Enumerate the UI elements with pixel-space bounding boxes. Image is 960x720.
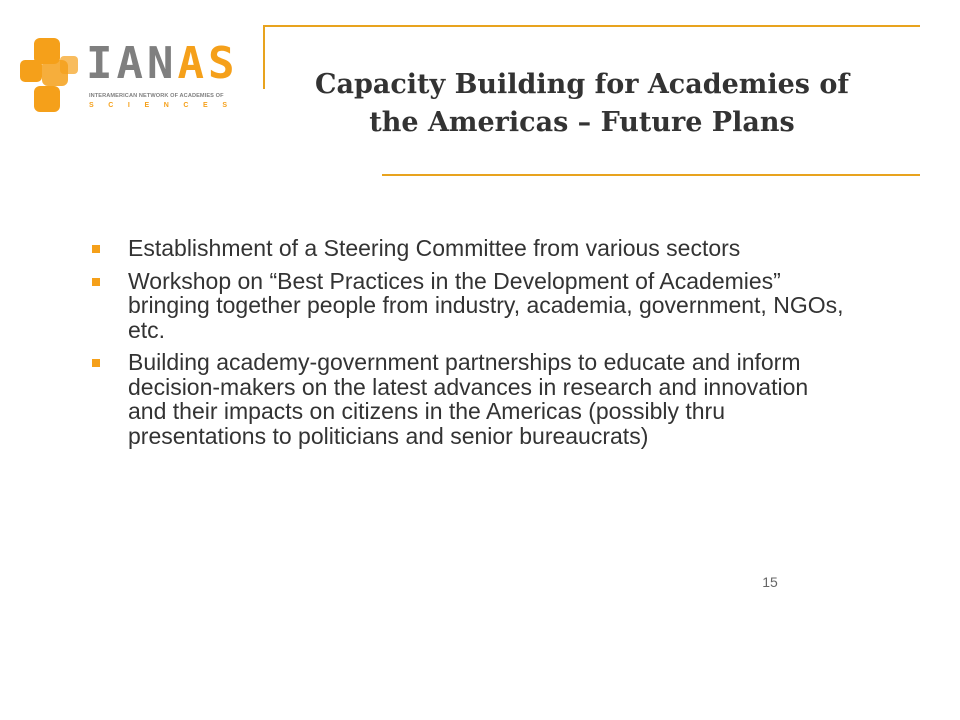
bullet-item <box>92 350 852 448</box>
left-rule <box>263 25 265 89</box>
bottom-rule <box>382 174 920 176</box>
ianas-logo <box>20 36 245 116</box>
bullet-item <box>92 236 852 261</box>
top-rule <box>265 25 920 27</box>
square-bullet-icon <box>92 245 100 253</box>
page-number: 15 <box>762 574 778 590</box>
logo-letter: I <box>86 38 117 89</box>
bullet-text: Building academy-government partnerships to educate and inform decision-makers on the latest advances in research and innovation and their impacts on citizens in the Americas (possibly thru presentations to politicians and senior bureaucrats) <box>128 349 809 449</box>
logo-letter: N <box>147 38 178 89</box>
bullet-item <box>92 269 852 343</box>
bullet-text: Workshop on “Best Practices in the Development of Academies” bringing together people from industry, academia, government, NGOs, etc. <box>128 267 844 343</box>
title-line-2: the Americas – Future Plans <box>369 107 795 138</box>
ianas-logo-mark-icon <box>20 36 82 116</box>
square-bullet-icon <box>92 359 100 367</box>
logo-sciences: SCIENCES <box>89 102 242 109</box>
slide-title <box>282 66 882 142</box>
logo-letter: A <box>177 38 208 89</box>
bullet-list <box>92 236 852 456</box>
logo-tagline: INTERAMERICAN NETWORK OF ACADEMIES OF <box>89 93 224 99</box>
logo-letter: S <box>208 38 239 89</box>
title-line-1: Capacity Building for Academies of <box>314 69 850 100</box>
logo-letter: A <box>116 38 147 89</box>
square-bullet-icon <box>92 278 100 286</box>
logo-wordmark <box>86 40 239 88</box>
bullet-text: Establishment of a Steering Committee from various sectors <box>128 235 741 261</box>
